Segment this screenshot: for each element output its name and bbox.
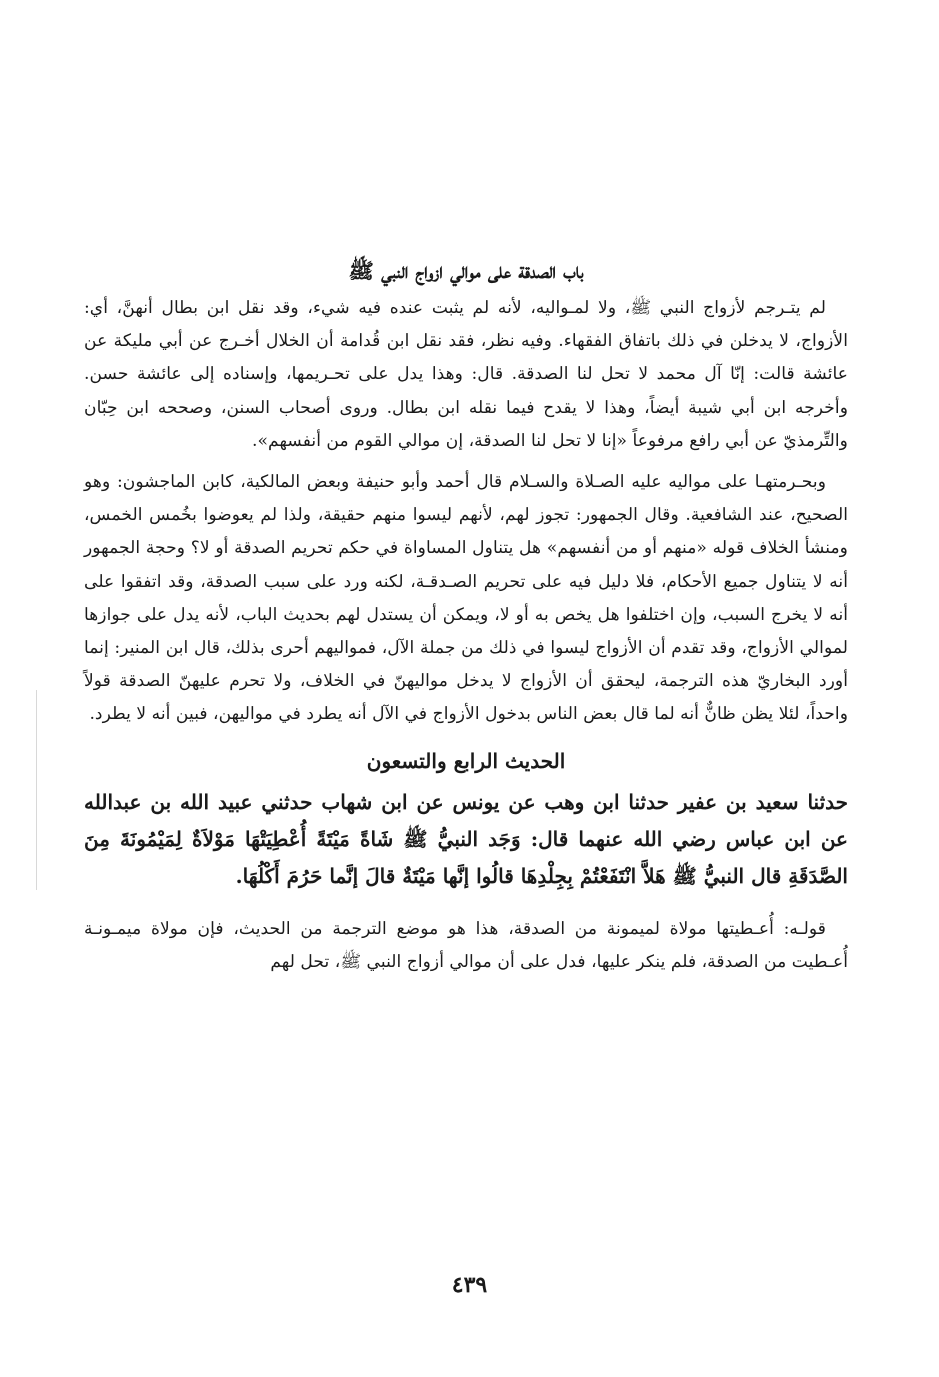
page-body xyxy=(84,256,848,979)
section-paragraph-1: لم يتـرجم لأزواج النبي ﷺ، ولا لمـواليه، لأنه لم يثبت عنده فيه شيء، وقد نقل ابن بطال أنهنَّ، أي: الأزواج، لا يدخلن في ذلك باتفاق الفقهاء. وفيه نظر، فقد نقل ابن قُدامة أن الخلال أخـرج عن أبي مليكة عن عائشة قالت: إنّا آل محمد لا تحل لنا الصدقة. قال: وهذا يدل على تحـريمها، وإسناده إلى عائشة حسن. وأخرجه ابن أبي شيبة أيضاً، وهذا لا يقدح فيما نقله ابن بطال. وروى أصحاب السنن، وصححه ابن حِبّان والتِّرمذيّ عن أبي رافع مرفوعاً «إنا لا تحل لنا الصدقة، إن موالي القوم من أنفسهم». xyxy=(84,298,848,451)
hadith-text: حدثنا سعيد بن عفير حدثنا ابن وهب عن يونس عن ابن شهاب حدثني عبيد الله بن عبدالله عن ابن عباس رضي الله عنهما قال: وَجَد النبيُّ ﷺ شَاةً مَيْتَةً أُعْطِيَتْهَا مَوْلاَةٌ لِمَيْمُونَةَ مِنَ الصَّدَقَةِ قال النبيُّ ﷺ هَلاَّ انْتَفَعْتُمْ بِجِلْدِهَا قالُوا إنَّها مَيْتَةٌ قالَ إنَّما حَرُمَ أَكْلُهَا. xyxy=(84,789,848,888)
section-title: باب الصدقة على موالي ازواج النبي ﷺ xyxy=(348,258,584,283)
section-paragraph-2: وبحـرمتهـا على مواليه عليه الصـلاة والسـلام قال أحمد وأبو حنيفة وبعض المالكية، كابن الماجشون: وهو الصحيح، عند الشافعية. وقال الجمهور: تجوز لهم، لأنهم ليسوا منهم حقيقة، ولذا لم يعوضوا بخُمس الخمس، ومنشأ الخلاف قوله «منهم أو من أنفسهم» هل يتناول المساواة في حكم تحريم الصدقة أو لا؟ وحجة الجمهور أنه لا يتناول جميع الأحكام، فلا دليل فيه على تحريم الصـدقـة، لكنه ورد على سبب الصدقة، وقد اتفقوا على أنه لا يخرج السبب، وإن اختلفوا هل يخص به أو لا، ويمكن أن يستدل لهم بحديث الباب، لأنه يدل على جوازها لموالي الأزواج، وقد تقدم أن الأزواج ليسوا في ذلك من جملة الآل، فمواليهم أحرى بذلك، قال ابن المنير: إنما أورد البخاريّ هذه الترجمة، ليحقق أن الأزواج لا يدخل مواليهنّ في الخلاف، ولا تحرم عليهنّ الصدقة قولاً واحداً، لئلا يظن ظانٌّ أنه لما قال بعض الناس بدخول الأزواج في الآل أنه يطرد في مواليهن، فبين أنه لا يطرد. xyxy=(84,472,848,725)
page-number: ٤٣٩ xyxy=(451,1272,488,1298)
scan-margin-line xyxy=(36,690,37,890)
hadith-commentary: قولـه: أُعـطيتها مولاة لميمونة من الصدقة، هذا هو موضع الترجمة من الحديث، فإن مولاة ميمـونـة أُعـطيت من الصدقة، فلم ينكر عليها، فدل على أن موالي أزواج النبي ﷺ، تحل لهم xyxy=(84,918,848,972)
hadith-title: الحديث الرابع والتسعون xyxy=(366,748,566,773)
